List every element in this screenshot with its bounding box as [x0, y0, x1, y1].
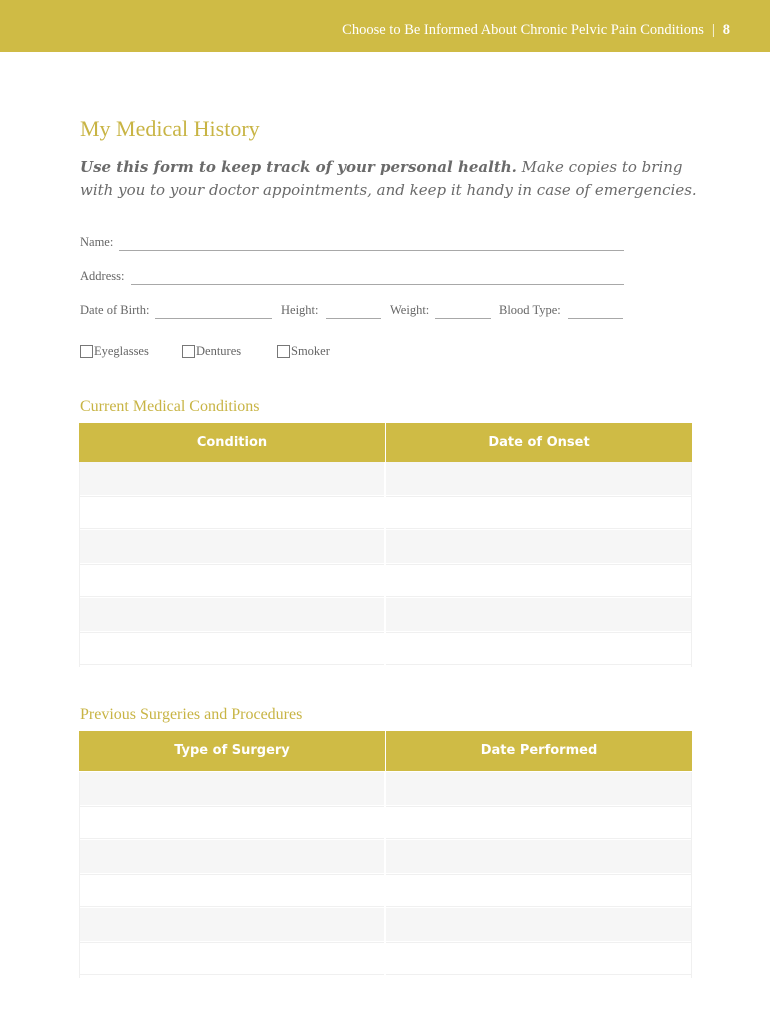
date-performed-cell[interactable]	[386, 772, 691, 805]
checkbox-icon[interactable]	[80, 345, 93, 358]
checkbox-label: Dentures	[196, 344, 242, 358]
date-of-onset-cell[interactable]	[386, 462, 691, 495]
date-of-onset-cell[interactable]	[386, 598, 691, 631]
checkbox-label: Eyeglasses	[94, 344, 149, 358]
surgery-type-cell[interactable]	[79, 806, 384, 839]
smoker-checkbox[interactable]	[277, 344, 339, 360]
column-header-condition: Condition	[196, 435, 268, 450]
eyeglasses-checkbox[interactable]	[80, 344, 160, 360]
column-header-date-of-onset: Date of Onset	[488, 435, 590, 450]
table-row	[79, 462, 692, 496]
running-title: Choose to Be Informed About Chronic Pelvic Pain Conditions	[342, 22, 704, 38]
table-row	[79, 564, 692, 598]
date-performed-cell[interactable]	[386, 806, 691, 839]
intro-lead: Use this form to keep track of your personal health.	[80, 158, 517, 176]
date-of-onset-cell[interactable]	[386, 564, 691, 597]
date-of-onset-cell[interactable]	[386, 530, 691, 563]
blood-type-line[interactable]	[568, 318, 623, 319]
table-row	[79, 772, 692, 806]
address-field[interactable]	[80, 269, 624, 285]
checkbox-label: Smoker	[291, 344, 330, 358]
page-title: My Medical History	[80, 116, 260, 141]
checkbox-icon[interactable]	[277, 345, 290, 358]
date-of-onset-cell[interactable]	[386, 496, 691, 529]
date-performed-cell[interactable]	[386, 908, 691, 941]
surgeries-table	[79, 731, 692, 978]
name-label: Name:	[80, 235, 114, 249]
date-performed-cell[interactable]	[386, 840, 691, 873]
conditions-table	[79, 423, 692, 667]
header-separator: |	[711, 22, 715, 38]
table-header	[79, 731, 692, 771]
surgery-type-cell[interactable]	[79, 942, 384, 975]
date-performed-cell[interactable]	[386, 874, 691, 907]
height-label: Height:	[281, 303, 319, 317]
table-row	[79, 806, 692, 840]
table-row	[79, 908, 692, 942]
dentures-checkbox[interactable]	[182, 344, 252, 360]
condition-cell[interactable]	[79, 462, 384, 495]
table-border	[79, 772, 80, 978]
surgery-type-cell[interactable]	[79, 874, 384, 907]
address-label: Address:	[80, 269, 125, 283]
column-header-type-of-surgery: Type of Surgery	[174, 743, 290, 758]
weight-line[interactable]	[435, 318, 491, 319]
checkbox-icon[interactable]	[182, 345, 195, 358]
header-band	[0, 0, 770, 52]
weight-field[interactable]	[390, 303, 491, 319]
table-row	[79, 530, 692, 564]
table-row	[79, 874, 692, 908]
date-performed-cell[interactable]	[386, 942, 691, 975]
conditions-section-title: Current Medical Conditions	[80, 398, 260, 415]
table-border	[691, 772, 692, 978]
table-row	[79, 942, 692, 976]
condition-cell[interactable]	[79, 530, 384, 563]
table-row	[79, 840, 692, 874]
table-row	[79, 496, 692, 530]
table-row	[79, 632, 692, 666]
blood-type-label: Blood Type:	[499, 303, 561, 317]
running-header	[342, 22, 730, 39]
dob-line[interactable]	[155, 318, 272, 319]
condition-cell[interactable]	[79, 598, 384, 631]
blood-type-field[interactable]	[499, 303, 623, 319]
dob-field[interactable]	[80, 303, 272, 319]
dob-label: Date of Birth:	[80, 303, 150, 317]
table-header	[79, 423, 692, 462]
table-border	[79, 462, 80, 667]
surgery-type-cell[interactable]	[79, 908, 384, 941]
address-line[interactable]	[131, 284, 624, 285]
column-header-date-performed: Date Performed	[480, 743, 598, 758]
intro-body: Make copies to bring with you to your doctor appointments, and keep it handy in case of emergencies.	[80, 158, 697, 199]
condition-cell[interactable]	[79, 564, 384, 597]
surgery-type-cell[interactable]	[79, 772, 384, 805]
date-of-onset-cell[interactable]	[386, 632, 691, 665]
height-line[interactable]	[326, 318, 381, 319]
surgeries-section-title: Previous Surgeries and Procedures	[80, 706, 303, 723]
name-line[interactable]	[119, 250, 624, 251]
surgery-type-cell[interactable]	[79, 840, 384, 873]
table-border	[691, 462, 692, 667]
weight-label: Weight:	[390, 303, 430, 317]
table-row	[79, 598, 692, 632]
name-field[interactable]	[80, 235, 624, 251]
condition-cell[interactable]	[79, 496, 384, 529]
intro-paragraph	[80, 156, 700, 202]
condition-cell[interactable]	[79, 632, 384, 665]
height-field[interactable]	[281, 303, 381, 319]
page-number: 8	[722, 22, 730, 38]
